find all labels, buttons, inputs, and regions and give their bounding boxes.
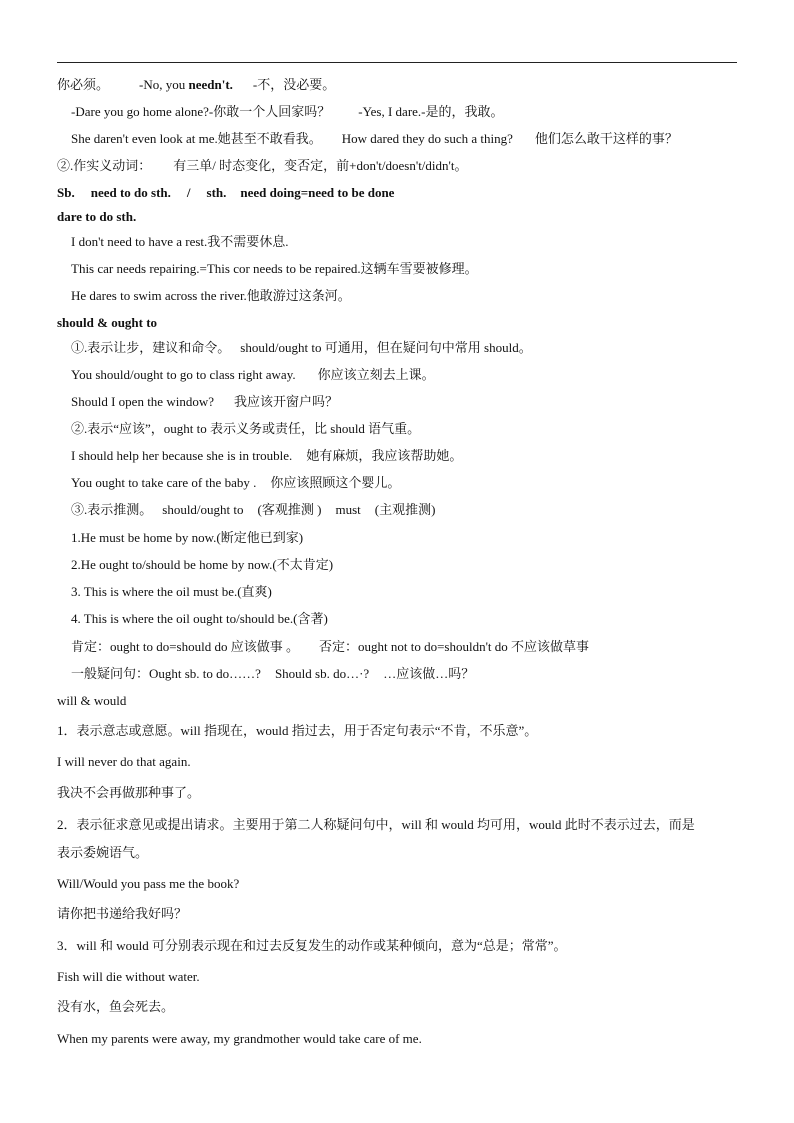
text-line [57, 999, 174, 1015]
text-segment: 她有麻烦，我应该帮助她。 [306, 448, 463, 463]
text-segment: This car needs repairing.=This cor needs to be repaired.这辆车雪要被修理。 [71, 261, 478, 276]
text-segment: 你应该立刻去上课。 [317, 367, 435, 382]
text-segment: I will never do that again. [57, 754, 191, 769]
text-segment: When my parents were away, my grandmother would take care of me. [57, 1031, 422, 1046]
text-segment: need to do sth. [90, 185, 171, 200]
text-segment: 我决不会再做那种事了。 [57, 785, 201, 800]
text-segment: Will/Would you pass me the book? [57, 876, 240, 891]
text-line [71, 611, 328, 627]
text-segment: 他们怎么敢干这样的事？ [534, 131, 678, 146]
text-segment: 否定：ought not to do=shouldn't do 不应该做草事 [318, 639, 590, 654]
text-segment: Should sb. do…·? [274, 666, 370, 681]
text-line [71, 502, 435, 518]
text-segment: sth. [206, 185, 227, 200]
text-segment: -Yes, I dare.-是的，我敢。 [358, 104, 504, 119]
text-segment: 有三单/ 时态变化，变否定，前+don't/doesn't/didn't。 [173, 158, 468, 173]
text-line [71, 340, 532, 356]
text-line [57, 817, 695, 833]
header-rule [57, 62, 737, 63]
text-line [57, 969, 200, 985]
text-segment: ①.表示让步，建议和命令。 [71, 340, 231, 355]
text-segment: -不，没必要。 [252, 77, 336, 92]
text-segment: 3．will 和 would 可分别表示现在和过去反复发生的动作或某种倾向，意为“总是；常常”。 [57, 938, 567, 953]
text-segment: (客观推测 ) [257, 502, 322, 517]
text-segment: / [186, 185, 191, 200]
text-line [71, 288, 351, 304]
text-line [57, 938, 567, 954]
text-segment: I don't need to have a rest.我不需要休息. [71, 234, 289, 249]
text-line [57, 876, 239, 892]
text-segment: I should help her because she is in trouble. [71, 448, 293, 463]
text-line [71, 367, 435, 383]
text-segment: He dares to swim across the river.他敢游过这条河。 [71, 288, 351, 303]
text-segment: needn't. [188, 77, 233, 92]
text-segment: Should I open the window? [71, 394, 214, 409]
text-segment: 2.He ought to/should be home by now.(不太肯定) [71, 557, 334, 572]
text-segment: You ought to take care of the baby . [71, 475, 257, 490]
text-segment: 请你把书递给我好吗？ [57, 906, 188, 921]
text-segment: dare to do sth. [57, 209, 137, 224]
text-segment: 肯定：ought to do=should do 应该做事 。 [71, 639, 299, 654]
text-segment: How dared they do such a thing? [341, 131, 513, 146]
text-line [71, 261, 478, 277]
text-segment: Fish will die without water. [57, 969, 200, 984]
text-line [57, 754, 191, 770]
text-line [57, 185, 394, 201]
text-segment: 没有水，鱼会死去。 [57, 999, 175, 1014]
text-line [71, 234, 289, 250]
text-segment: 1．表示意志或意愿。will 指现在，would 指过去，用于否定句表示“不肯，不乐意”。 [57, 723, 538, 738]
text-line [71, 557, 333, 573]
text-segment: 4. This is where the oil ought to/should be.(含著) [71, 611, 328, 626]
text-line [71, 131, 678, 147]
text-segment: should/ought to 可通用，但在疑问句中常用 should。 [240, 340, 532, 355]
text-line [71, 448, 462, 464]
section-heading [57, 315, 157, 331]
text-segment: 2．表示征求意见或提出请求。主要用于第二人称疑问句中，will 和 would 均可用，would 此时不表示过去，而是 [57, 817, 695, 832]
text-segment: Sb. [57, 185, 75, 200]
text-line [71, 530, 303, 546]
text-segment: (主观推测) [374, 502, 436, 517]
text-segment: need doing=need to be done [240, 185, 395, 200]
text-line [71, 666, 474, 682]
text-segment: 你应该照顾这个婴儿。 [270, 475, 401, 490]
text-segment: …应该做…吗？ [383, 666, 475, 681]
text-line [71, 584, 272, 600]
text-line [57, 77, 335, 93]
text-segment: must [335, 502, 361, 517]
text-segment: 我应该开窗户吗？ [233, 394, 338, 409]
text-segment: She daren't even look at me.她甚至不敢看我。 [71, 131, 322, 146]
text-line [71, 104, 504, 120]
text-segment: should/ought to [162, 502, 244, 517]
text-segment: -No, you [139, 77, 189, 92]
text-segment: 1.He must be home by now.(断定他已到家) [71, 530, 304, 545]
section-heading [57, 693, 126, 709]
text-line [57, 845, 148, 861]
text-line [71, 639, 589, 655]
text-segment: should & ought to [57, 315, 158, 330]
text-segment: 3. This is where the oil must be.(直爽) [71, 584, 272, 599]
text-line [71, 475, 400, 491]
text-segment: 你必须。 [57, 77, 110, 92]
text-segment: 一般疑问句：Ought sb. to do……? [71, 666, 261, 681]
text-line [57, 1031, 422, 1047]
text-line [71, 394, 338, 410]
text-segment: -Dare you go home alone?-你敢一个人回家吗？ [71, 104, 331, 119]
text-segment: ②.作实义动词： [57, 158, 152, 173]
text-line [57, 906, 187, 922]
text-segment: ③.表示推测。 [71, 502, 153, 517]
text-line [71, 421, 420, 437]
text-segment: ②.表示“应该”，ought to 表示义务或责任，比 should 语气重。 [71, 421, 421, 436]
text-line [57, 723, 537, 739]
text-line [57, 158, 468, 174]
text-segment: You should/ought to go to class right away. [71, 367, 296, 382]
text-line [57, 785, 200, 801]
text-segment: 表示委婉语气。 [57, 845, 149, 860]
text-segment: will & would [57, 693, 127, 708]
text-line [57, 209, 136, 225]
